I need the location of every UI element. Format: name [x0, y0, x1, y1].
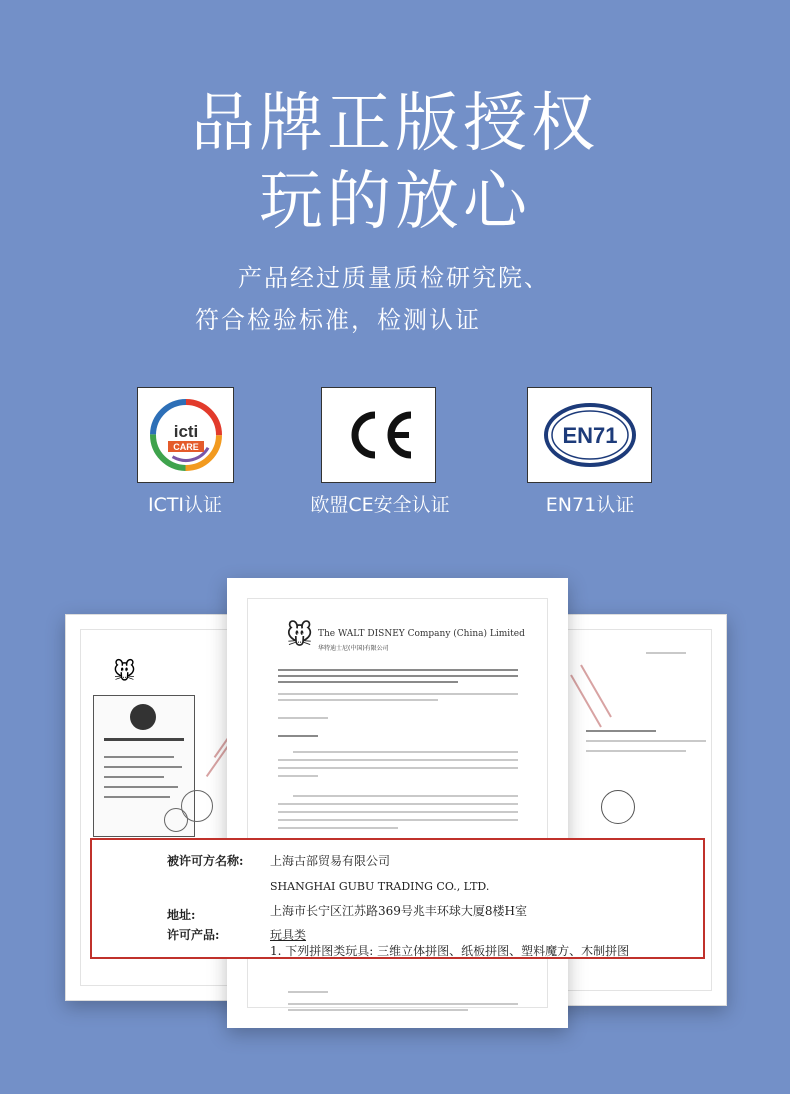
address-label: 地址: — [167, 908, 196, 922]
license-detail-highlight — [90, 838, 705, 959]
licensee-name-en: SHANGHAI GUBU TRADING CO., LTD. — [270, 880, 490, 893]
icti-label: ICTI认证 — [147, 494, 223, 516]
ce-mark-icon — [339, 405, 419, 465]
en71-logo-text: EN71 — [561, 423, 618, 448]
official-seal-icon — [601, 790, 635, 824]
licensee-label: 被许可方名称: — [167, 854, 244, 868]
products-label: 许可产品: — [167, 928, 220, 942]
mickey-icon: 🐭 — [113, 660, 136, 685]
headline-line2: 玩的放心 — [259, 165, 531, 239]
licensee-name-cn: 上海古部贸易有限公司 — [270, 854, 391, 868]
trademark-certificate-thumbnail — [93, 695, 195, 837]
disney-company-header: The WALT DISNEY Company (China) Limited — [318, 629, 525, 639]
care-logo-text: CARE — [172, 442, 199, 452]
address-value: 上海市长宁区江苏路369号兆丰环球大厦8楼H室 — [270, 904, 528, 918]
mickey-mouse-icon: 🐭 — [286, 621, 314, 651]
description-line2: 符合检验标准，检测认证 — [195, 306, 481, 334]
en71-logo-icon — [540, 400, 640, 470]
products-detail: 1. 下列拼图类玩具: 三维立体拼图、纸板拼图、塑料魔方、木制拼图 — [270, 944, 630, 958]
en71-certificate-badge — [527, 387, 652, 483]
headline-line1: 品牌正版授权 — [191, 87, 599, 161]
ce-label: 欧盟CE安全认证 — [310, 494, 450, 516]
disney-company-header-cn: 华特迪士尼(中国)有限公司 — [318, 645, 389, 652]
description-line1: 产品经过质量质检研究院、 — [238, 264, 550, 292]
center-license-frame — [227, 578, 568, 1028]
en71-label: EN71认证 — [545, 494, 635, 516]
ce-certificate-badge — [321, 387, 436, 483]
icti-logo-text: icti — [173, 422, 198, 441]
products-category: 玩具类 — [270, 928, 307, 942]
icti-care-logo-icon — [146, 395, 226, 475]
official-seal-icon — [181, 790, 213, 822]
icti-certificate-badge — [137, 387, 234, 483]
